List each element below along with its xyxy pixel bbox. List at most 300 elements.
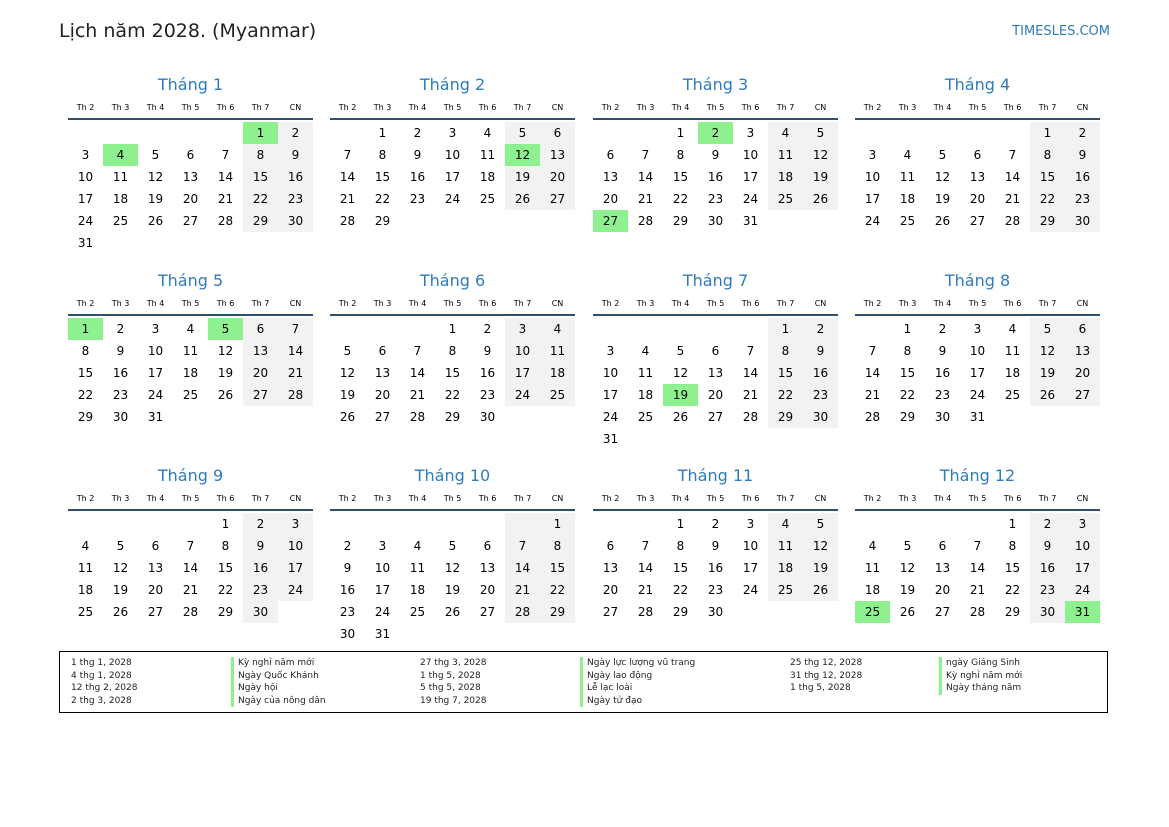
day-cell: 15	[1004, 561, 1021, 575]
legend-date: 1 thg 5, 2028	[420, 670, 481, 681]
day-cell: 27	[374, 410, 391, 424]
month-6	[330, 268, 575, 428]
week-row	[593, 579, 838, 601]
day-cell: 3	[151, 322, 160, 336]
day-cell: 15	[768, 362, 803, 384]
day-cell: 24	[147, 388, 164, 402]
day-cell: 28	[217, 214, 234, 228]
week-row	[68, 340, 313, 362]
empty-cell	[855, 122, 890, 144]
day-cell: 24	[77, 214, 94, 228]
holiday-day-cell: 27	[593, 210, 628, 232]
week-row	[855, 122, 1100, 144]
day-cell: 15	[672, 170, 689, 184]
day-cell: 31	[602, 432, 619, 446]
day-cell: 9	[938, 344, 947, 358]
weekday-label: Th 5	[968, 494, 987, 503]
legend-holiday-name: Ngày lực lượng vũ trang	[580, 657, 695, 670]
empty-cell	[855, 318, 890, 340]
day-cell: 23	[278, 188, 313, 210]
day-cell: 9	[116, 344, 125, 358]
day-cell: 22	[77, 388, 94, 402]
weekday-label: Th 7	[251, 299, 270, 308]
month-title: Tháng 12	[939, 466, 1016, 485]
day-cell: 30	[1030, 601, 1065, 623]
empty-cell	[803, 210, 838, 232]
weekday-label: Th 2	[863, 103, 882, 112]
day-cell: 6	[1065, 318, 1100, 340]
day-cell: 18	[540, 362, 575, 384]
empty-cell	[138, 513, 173, 535]
weekday-label: CN	[1076, 299, 1089, 308]
month-2	[330, 72, 575, 232]
day-cell: 5	[151, 148, 160, 162]
day-cell: 24	[374, 605, 391, 619]
empty-cell	[103, 513, 138, 535]
day-cell: 31	[147, 410, 164, 424]
day-cell: 27	[969, 214, 986, 228]
day-cell: 2	[483, 322, 492, 336]
day-cell: 18	[637, 388, 654, 402]
day-cell: 28	[969, 605, 986, 619]
day-cell: 14	[1004, 170, 1021, 184]
day-cell: 1	[1030, 122, 1065, 144]
week-row	[593, 210, 838, 232]
day-cell: 5	[938, 148, 947, 162]
month-4	[855, 72, 1100, 232]
day-cell: 4	[81, 539, 90, 553]
weekday-label: Th 3	[636, 494, 655, 503]
day-cell: 6	[606, 148, 615, 162]
day-cell: 20	[540, 166, 575, 188]
day-cell: 25	[1004, 388, 1021, 402]
legend-date: 12 thg 2, 2028	[71, 683, 138, 693]
weekday-label: Th 3	[898, 494, 917, 503]
holiday-day-cell: 25	[855, 601, 890, 623]
empty-cell	[470, 513, 505, 535]
day-cell: 27	[602, 605, 619, 619]
weekday-label: Th 6	[216, 103, 235, 112]
weekday-label: Th 2	[338, 299, 357, 308]
week-row	[593, 428, 838, 450]
day-cell: 17	[278, 557, 313, 579]
day-cell: 8	[540, 535, 575, 557]
day-cell: 3	[746, 517, 755, 531]
empty-cell	[1065, 406, 1100, 428]
site-link[interactable]: TIMESLES.COM	[1012, 24, 1110, 39]
weekday-label: Th 4	[671, 494, 690, 503]
weekday-label: Th 2	[601, 299, 620, 308]
month-days	[330, 318, 575, 428]
day-cell: 10	[278, 535, 313, 557]
day-cell: 7	[221, 148, 230, 162]
day-cell: 9	[711, 539, 720, 553]
empty-cell	[960, 122, 995, 144]
day-cell: 28	[505, 601, 540, 623]
day-cell: 20	[147, 583, 164, 597]
day-cell: 27	[479, 605, 496, 619]
day-cell: 18	[112, 192, 129, 206]
legend-names-column	[580, 657, 695, 707]
day-cell: 18	[409, 583, 426, 597]
weekday-label: CN	[1076, 494, 1089, 503]
week-row	[330, 166, 575, 188]
week-row	[68, 579, 313, 601]
weekday-label: Th 3	[111, 103, 130, 112]
week-row	[855, 144, 1100, 166]
weekday-label: Th 2	[863, 494, 882, 503]
day-cell: 19	[505, 166, 540, 188]
empty-cell	[768, 210, 803, 232]
empty-cell	[138, 122, 173, 144]
day-cell: 6	[973, 148, 982, 162]
day-cell: 1	[378, 126, 387, 140]
day-cell: 6	[606, 539, 615, 553]
week-row	[68, 210, 313, 232]
day-cell: 2	[343, 539, 352, 553]
day-cell: 25	[637, 410, 654, 424]
legend-holiday-name: Kỳ nghỉ năm mới	[231, 657, 326, 670]
day-cell: 11	[409, 561, 426, 575]
day-cell: 4	[186, 322, 195, 336]
empty-cell	[890, 513, 925, 535]
weekday-label: Th 3	[373, 103, 392, 112]
day-cell: 10	[864, 170, 881, 184]
empty-cell	[103, 122, 138, 144]
day-cell: 19	[147, 192, 164, 206]
day-cell: 9	[278, 144, 313, 166]
weekday-header	[593, 489, 838, 509]
day-cell: 9	[483, 344, 492, 358]
week-row	[593, 406, 838, 428]
day-cell: 11	[1004, 344, 1021, 358]
day-cell: 30	[934, 410, 951, 424]
day-cell: 25	[409, 605, 426, 619]
day-cell: 31	[77, 236, 94, 250]
weekday-label: Th 2	[863, 299, 882, 308]
week-row	[855, 513, 1100, 535]
day-cell: 22	[768, 384, 803, 406]
day-cell: 20	[374, 388, 391, 402]
holiday-day-cell: 1	[243, 122, 278, 144]
day-cell: 30	[707, 214, 724, 228]
day-cell: 9	[1065, 144, 1100, 166]
day-cell: 9	[343, 561, 352, 575]
week-row	[68, 384, 313, 406]
weekday-label: CN	[289, 299, 302, 308]
day-cell: 10	[602, 366, 619, 380]
day-cell: 16	[278, 166, 313, 188]
empty-cell	[628, 122, 663, 144]
empty-cell	[505, 406, 540, 428]
holiday-day-cell: 19	[663, 384, 698, 406]
day-cell: 11	[768, 144, 803, 166]
month-divider	[68, 509, 313, 511]
weekday-label: Th 2	[338, 494, 357, 503]
day-cell: 11	[768, 535, 803, 557]
empty-cell	[173, 406, 208, 428]
day-cell: 19	[112, 583, 129, 597]
weekday-label: Th 7	[251, 494, 270, 503]
day-cell: 4	[768, 122, 803, 144]
legend-dates-column	[71, 657, 137, 707]
day-cell: 24	[864, 214, 881, 228]
day-cell: 24	[969, 388, 986, 402]
day-cell: 4	[641, 344, 650, 358]
month-7	[593, 268, 838, 450]
day-cell: 23	[243, 579, 278, 601]
day-cell: 15	[374, 170, 391, 184]
day-cell: 29	[672, 214, 689, 228]
day-cell: 8	[1030, 144, 1065, 166]
week-row	[68, 188, 313, 210]
day-cell: 10	[147, 344, 164, 358]
week-row	[593, 384, 838, 406]
legend-names-column	[231, 657, 326, 707]
empty-cell	[698, 318, 733, 340]
day-cell: 23	[934, 388, 951, 402]
month-days	[593, 318, 838, 450]
day-cell: 17	[742, 170, 759, 184]
day-cell: 26	[899, 605, 916, 619]
day-cell: 17	[969, 366, 986, 380]
legend-dates-column	[420, 657, 486, 707]
empty-cell	[330, 318, 365, 340]
holiday-day-cell: 2	[698, 122, 733, 144]
day-cell: 24	[602, 410, 619, 424]
month-divider	[330, 118, 575, 120]
day-cell: 16	[339, 583, 356, 597]
day-cell: 13	[1065, 340, 1100, 362]
empty-cell	[890, 122, 925, 144]
month-days	[68, 513, 313, 623]
week-row	[855, 362, 1100, 384]
day-cell: 3	[278, 513, 313, 535]
day-cell: 5	[116, 539, 125, 553]
day-cell: 8	[768, 340, 803, 362]
week-row	[68, 406, 313, 428]
month-days	[593, 122, 838, 232]
day-cell: 22	[672, 192, 689, 206]
day-cell: 19	[803, 557, 838, 579]
day-cell: 5	[343, 344, 352, 358]
day-cell: 18	[77, 583, 94, 597]
day-cell: 30	[479, 410, 496, 424]
empty-cell	[400, 623, 435, 645]
day-cell: 4	[483, 126, 492, 140]
day-cell: 4	[768, 513, 803, 535]
day-cell: 20	[602, 583, 619, 597]
day-cell: 24	[444, 192, 461, 206]
day-cell: 14	[278, 340, 313, 362]
day-cell: 1	[768, 318, 803, 340]
weekday-header	[68, 489, 313, 509]
month-divider	[855, 314, 1100, 316]
weekday-label: Th 5	[443, 494, 462, 503]
empty-cell	[138, 232, 173, 254]
day-cell: 11	[637, 366, 654, 380]
month-days	[855, 318, 1100, 428]
day-cell: 20	[969, 192, 986, 206]
day-cell: 7	[641, 148, 650, 162]
day-cell: 2	[803, 318, 838, 340]
empty-cell	[68, 513, 103, 535]
day-cell: 5	[448, 539, 457, 553]
day-cell: 18	[479, 170, 496, 184]
weekday-label: Th 7	[1038, 103, 1057, 112]
day-cell: 8	[243, 144, 278, 166]
week-row	[68, 362, 313, 384]
legend-holiday-name: Kỳ nghỉ năm mới	[939, 670, 1022, 683]
day-cell: 22	[374, 192, 391, 206]
month-title: Tháng 10	[414, 466, 491, 485]
day-cell: 29	[1030, 210, 1065, 232]
weekday-label: Th 7	[513, 103, 532, 112]
day-cell: 13	[182, 170, 199, 184]
day-cell: 15	[77, 366, 94, 380]
day-cell: 2	[116, 322, 125, 336]
month-divider	[330, 509, 575, 511]
day-cell: 22	[243, 188, 278, 210]
day-cell: 7	[278, 318, 313, 340]
day-cell: 6	[483, 539, 492, 553]
day-cell: 14	[217, 170, 234, 184]
month-5	[68, 268, 313, 428]
day-cell: 20	[479, 583, 496, 597]
day-cell: 12	[672, 366, 689, 380]
day-cell: 31	[742, 214, 759, 228]
empty-cell	[925, 122, 960, 144]
month-title: Tháng 2	[419, 75, 486, 94]
holiday-day-cell: 4	[103, 144, 138, 166]
day-cell: 8	[378, 148, 387, 162]
day-cell: 2	[278, 122, 313, 144]
weekday-label: CN	[551, 299, 564, 308]
day-cell: 2	[413, 126, 422, 140]
day-cell: 4	[1008, 322, 1017, 336]
legend-date: 25 thg 12, 2028	[790, 658, 863, 668]
day-cell: 28	[864, 410, 881, 424]
empty-cell	[803, 601, 838, 623]
day-cell: 16	[112, 366, 129, 380]
week-row	[68, 318, 313, 340]
day-cell: 24	[742, 583, 759, 597]
day-cell: 11	[112, 170, 129, 184]
week-row	[330, 557, 575, 579]
day-cell: 24	[278, 579, 313, 601]
month-10	[330, 463, 575, 645]
empty-cell	[803, 428, 838, 450]
day-cell: 29	[217, 605, 234, 619]
empty-cell	[733, 318, 768, 340]
day-cell: 12	[934, 170, 951, 184]
day-cell: 23	[1065, 188, 1100, 210]
day-cell: 14	[969, 561, 986, 575]
day-cell: 5	[903, 539, 912, 553]
empty-cell	[278, 232, 313, 254]
weekday-label: Th 2	[601, 103, 620, 112]
weekday-label: Th 7	[513, 299, 532, 308]
month-9	[68, 463, 313, 623]
day-cell: 1	[676, 517, 685, 531]
month-days	[593, 513, 838, 623]
page-title: Lịch năm 2028. (Myanmar)	[59, 20, 317, 42]
day-cell: 17	[1065, 557, 1100, 579]
day-cell: 20	[1065, 362, 1100, 384]
day-cell: 13	[602, 170, 619, 184]
empty-cell	[593, 122, 628, 144]
day-cell: 30	[803, 406, 838, 428]
day-cell: 5	[803, 513, 838, 535]
day-cell: 7	[1008, 148, 1017, 162]
empty-cell	[540, 210, 575, 232]
day-cell: 15	[1030, 166, 1065, 188]
legend-date: 4 thg 1, 2028	[71, 670, 132, 681]
weekday-header	[855, 489, 1100, 509]
month-title: Tháng 8	[944, 271, 1011, 290]
empty-cell	[243, 406, 278, 428]
weekday-label: Th 6	[478, 103, 497, 112]
weekday-label: Th 6	[478, 494, 497, 503]
day-cell: 16	[707, 170, 724, 184]
week-row	[593, 166, 838, 188]
weekday-label: CN	[551, 494, 564, 503]
weekday-label: Th 7	[776, 103, 795, 112]
empty-cell	[470, 623, 505, 645]
weekday-label: Th 5	[443, 299, 462, 308]
weekday-header	[593, 98, 838, 118]
day-cell: 30	[707, 605, 724, 619]
week-row	[68, 144, 313, 166]
day-cell: 17	[505, 362, 540, 384]
day-cell: 16	[409, 170, 426, 184]
day-cell: 10	[444, 148, 461, 162]
week-row	[330, 579, 575, 601]
day-cell: 28	[278, 384, 313, 406]
day-cell: 26	[803, 188, 838, 210]
day-cell: 2	[711, 517, 720, 531]
weekday-label: Th 7	[513, 494, 532, 503]
weekday-label: Th 6	[478, 299, 497, 308]
month-days	[68, 122, 313, 254]
month-1	[68, 72, 313, 254]
day-cell: 21	[637, 192, 654, 206]
empty-cell	[278, 406, 313, 428]
day-cell: 26	[444, 605, 461, 619]
day-cell: 4	[413, 539, 422, 553]
weekday-label: Th 4	[933, 103, 952, 112]
day-cell: 26	[147, 214, 164, 228]
week-row	[593, 122, 838, 144]
empty-cell	[540, 406, 575, 428]
day-cell: 22	[672, 583, 689, 597]
week-row	[68, 513, 313, 535]
weekday-label: CN	[551, 103, 564, 112]
weekday-label: Th 6	[741, 494, 760, 503]
empty-cell	[208, 406, 243, 428]
month-divider	[330, 314, 575, 316]
day-cell: 14	[339, 170, 356, 184]
day-cell: 12	[112, 561, 129, 575]
day-cell: 23	[707, 583, 724, 597]
month-divider	[68, 314, 313, 316]
day-cell: 19	[444, 583, 461, 597]
day-cell: 8	[221, 539, 230, 553]
day-cell: 22	[1030, 188, 1065, 210]
day-cell: 5	[1030, 318, 1065, 340]
weekday-label: CN	[289, 103, 302, 112]
week-row	[68, 166, 313, 188]
